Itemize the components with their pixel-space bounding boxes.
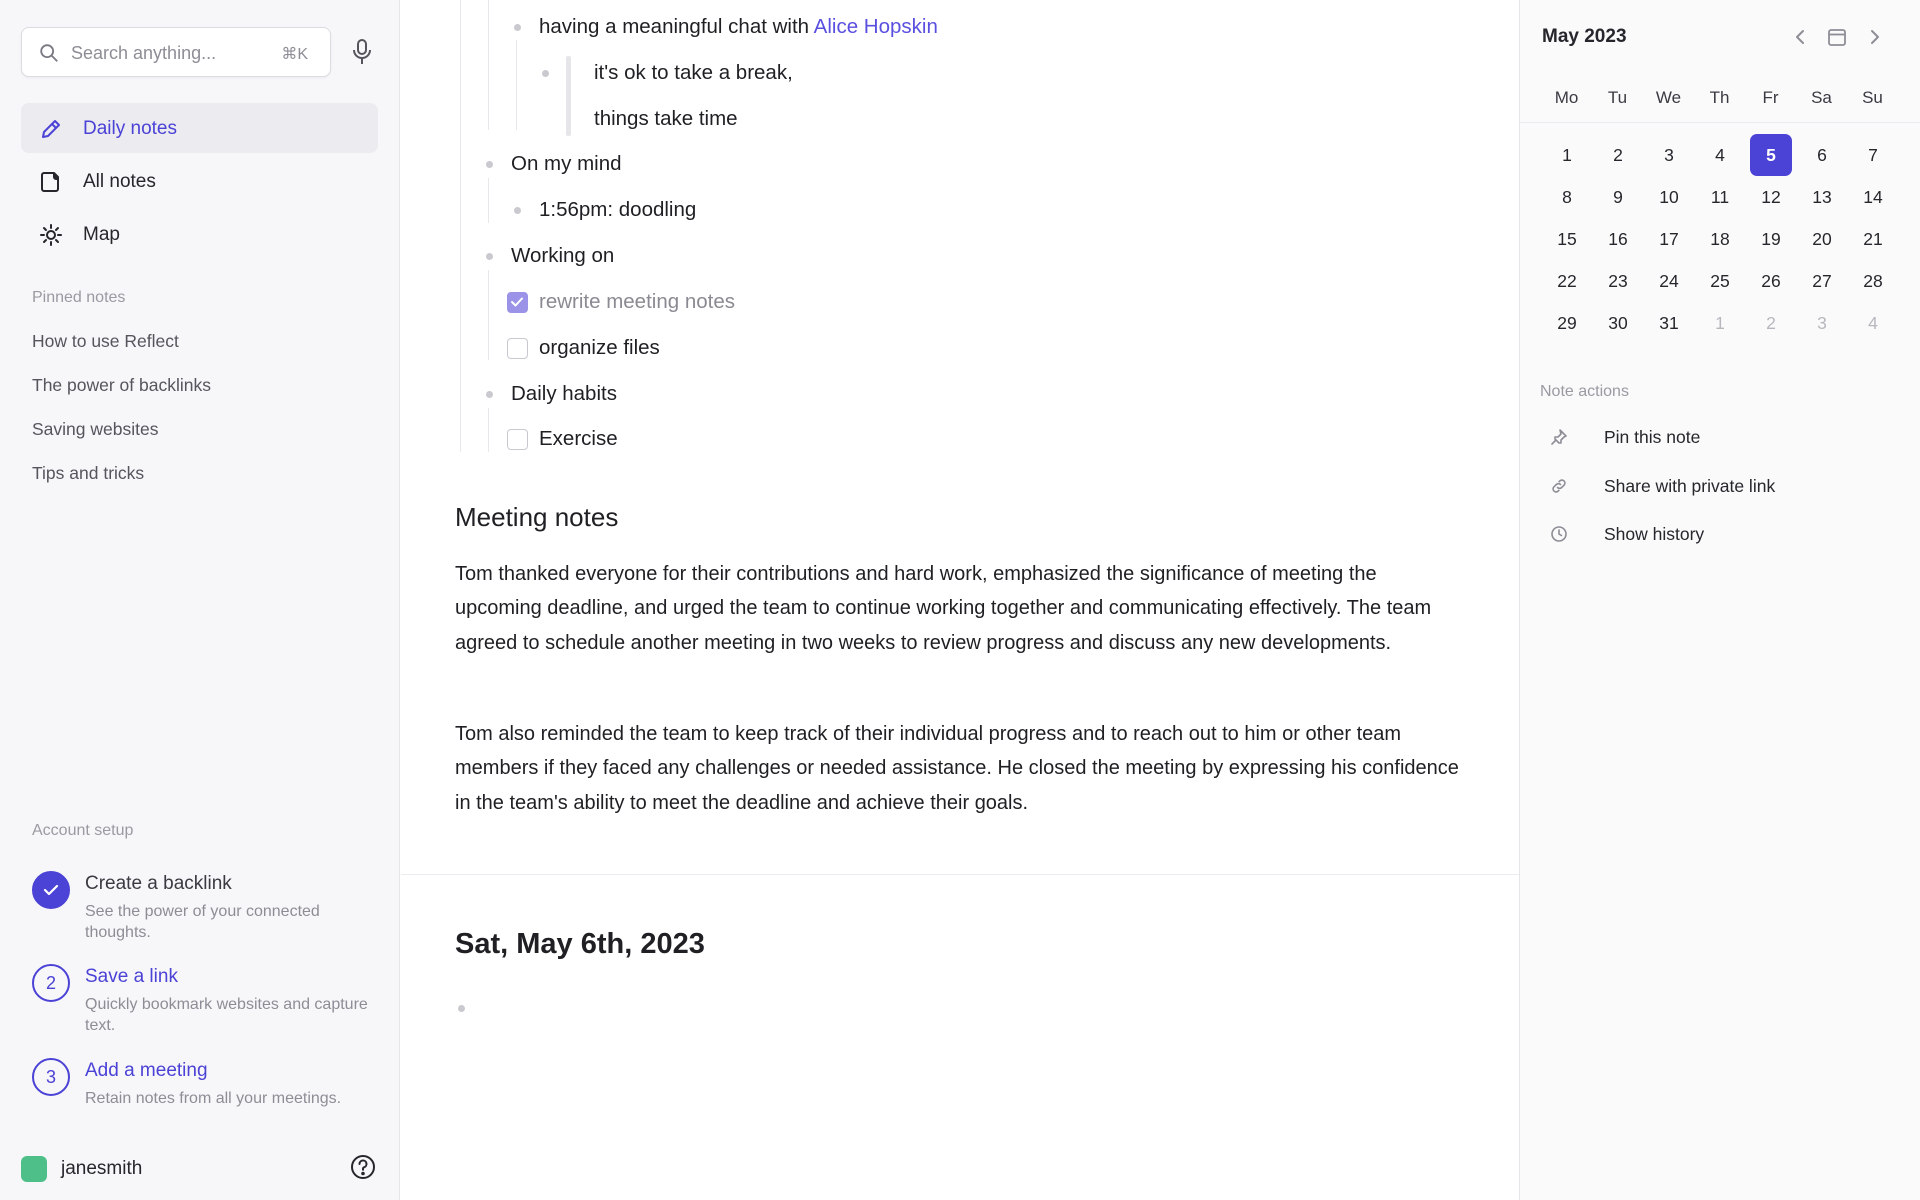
- calendar-day[interactable]: 11: [1710, 187, 1730, 207]
- nav-label: Map: [83, 224, 120, 245]
- outline-text: having a meaningful chat with: [539, 15, 814, 38]
- paragraph[interactable]: Tom also reminded the team to keep track of their individual progress and to reach out to him or other team members if they faced any challenges or needed assistance. He closed the meeting by expressing his confidence in the team's ability to meet the deadline and achieve their goals.: [455, 723, 1459, 814]
- pinned-note[interactable]: Saving websites: [32, 419, 159, 439]
- setup-description: Quickly bookmark websites and capture text.: [85, 996, 368, 1034]
- bullet-dot: [514, 207, 521, 214]
- bullet-dot: [514, 24, 521, 31]
- setup-title: Add a meeting: [85, 1060, 208, 1081]
- blockquote-bar: [566, 56, 571, 136]
- calendar-month-title: May 2023: [1542, 26, 1627, 47]
- pinned-note[interactable]: The power of backlinks: [32, 375, 211, 395]
- calendar-day-selected[interactable]: 5: [1750, 134, 1792, 176]
- pinned-note[interactable]: How to use Reflect: [32, 331, 179, 351]
- calendar-day[interactable]: 8: [1562, 187, 1572, 207]
- map-sparkle-icon: [39, 223, 63, 247]
- calendar-day[interactable]: 22: [1557, 271, 1577, 291]
- outline-guide: [488, 408, 489, 452]
- nav-label: Daily notes: [83, 118, 177, 139]
- calendar-day[interactable]: 9: [1613, 187, 1623, 207]
- action-label: Pin this note: [1604, 427, 1701, 447]
- note-actions-label: Note actions: [1540, 383, 1629, 400]
- chevron-right-icon[interactable]: [1863, 26, 1885, 48]
- step-number: 2: [32, 964, 70, 1002]
- calendar-day[interactable]: 26: [1761, 271, 1781, 291]
- day-divider: [401, 874, 1519, 875]
- outline-guide: [460, 0, 461, 452]
- paragraph[interactable]: Tom thanked everyone for their contributions and hard work, emphasized the significance of meeting the upcoming deadline, and urged the team to continue working together and communicating effectively. The team agreed to schedule another meeting in two weeks to review progress and discuss any new developments.: [455, 563, 1432, 654]
- weekday-header: Mo: [1554, 88, 1579, 107]
- outline-item[interactable]: Daily habits: [511, 382, 617, 405]
- pencil-icon: [39, 117, 63, 141]
- bullet-dot: [486, 253, 493, 260]
- calendar-day[interactable]: 6: [1817, 145, 1827, 165]
- task-checkbox[interactable]: [507, 292, 528, 313]
- date-heading[interactable]: Sat, May 6th, 2023: [455, 928, 705, 960]
- show-history-button[interactable]: [1550, 520, 1890, 550]
- note-icon: [39, 170, 63, 194]
- calendar-day[interactable]: 23: [1608, 271, 1628, 291]
- calendar-day[interactable]: 14: [1863, 187, 1883, 207]
- setup-title: Create a backlink: [85, 873, 232, 894]
- clock-icon: [1550, 525, 1568, 543]
- outline-guide: [488, 178, 489, 223]
- setup-title: Save a link: [85, 966, 178, 987]
- chevron-left-icon[interactable]: [1790, 26, 1812, 48]
- calendar-day[interactable]: 30: [1608, 313, 1628, 333]
- avatar: [21, 1156, 47, 1182]
- task-label[interactable]: Exercise: [539, 427, 618, 450]
- calendar-day[interactable]: 20: [1812, 229, 1832, 249]
- action-label: Show history: [1604, 524, 1705, 544]
- calendar-day[interactable]: 19: [1761, 229, 1781, 249]
- link-icon: [1550, 477, 1568, 495]
- section-heading[interactable]: Meeting notes: [455, 502, 619, 532]
- calendar-day[interactable]: 29: [1557, 313, 1577, 333]
- calendar-day[interactable]: 12: [1761, 187, 1781, 207]
- note-editor[interactable]: [401, 0, 1519, 1200]
- weekday-header: Fr: [1762, 88, 1779, 107]
- task-label[interactable]: organize files: [539, 336, 660, 359]
- step-number: 3: [32, 1058, 70, 1096]
- outline-item[interactable]: On my mind: [511, 152, 622, 175]
- task-checkbox[interactable]: [507, 338, 528, 359]
- calendar-day-next-month[interactable]: 3: [1817, 313, 1827, 333]
- outline-item[interactable]: [539, 15, 938, 39]
- calendar-day[interactable]: 24: [1659, 271, 1679, 291]
- user-menu[interactable]: [21, 1154, 378, 1184]
- weekday-header: Tu: [1607, 88, 1628, 107]
- calendar-day[interactable]: 3: [1664, 145, 1674, 165]
- search-placeholder: Search anything...: [71, 43, 217, 63]
- bullet-dot: [486, 391, 493, 398]
- calendar-day[interactable]: 17: [1659, 229, 1679, 249]
- share-link-button[interactable]: [1550, 472, 1890, 502]
- calendar-day[interactable]: 4: [1715, 145, 1725, 165]
- task-label[interactable]: rewrite meeting notes: [539, 290, 735, 313]
- calendar-day[interactable]: 21: [1863, 229, 1883, 249]
- calendar-day[interactable]: 18: [1710, 229, 1730, 249]
- weekday-header: Th: [1709, 88, 1730, 107]
- sidebar: [0, 0, 400, 1200]
- outline-guide: [516, 40, 517, 130]
- pin-icon: [1550, 428, 1568, 446]
- username: janesmith: [61, 1158, 143, 1179]
- calendar-day[interactable]: 1: [1562, 145, 1572, 165]
- calendar-day[interactable]: 25: [1710, 271, 1730, 291]
- search-shortcut: ⌘K: [281, 46, 308, 63]
- weekday-header: We: [1655, 88, 1682, 107]
- nav-label: All notes: [83, 171, 156, 192]
- search-input[interactable]: [21, 27, 331, 77]
- pin-note-button[interactable]: [1550, 423, 1890, 453]
- bullet-dot: [542, 70, 549, 77]
- setup-description: See the power of your connected thoughts.: [85, 903, 320, 941]
- search-icon: [38, 42, 60, 64]
- weekday-header: Su: [1862, 88, 1883, 107]
- calendar-day[interactable]: 13: [1812, 187, 1832, 207]
- calendar-day-next-month[interactable]: 1: [1715, 313, 1725, 333]
- weekday-header: Sa: [1811, 88, 1832, 107]
- setup-description: Retain notes from all your meetings.: [85, 1090, 342, 1107]
- pinned-notes-label: Pinned notes: [32, 289, 126, 306]
- calendar-separator: [1520, 122, 1920, 123]
- nav-all-notes[interactable]: [21, 156, 378, 206]
- calendar-day-next-month[interactable]: 2: [1766, 313, 1776, 333]
- calendar-day[interactable]: 28: [1863, 271, 1883, 291]
- outline-item[interactable]: Working on: [511, 244, 615, 267]
- pinned-note[interactable]: Tips and tricks: [32, 463, 145, 483]
- action-label: Share with private link: [1604, 476, 1776, 496]
- calendar-day[interactable]: 7: [1868, 145, 1878, 165]
- calendar-day[interactable]: 27: [1812, 271, 1832, 291]
- check-circle-icon: [32, 871, 70, 909]
- right-panel: [1519, 0, 1920, 1200]
- calendar-day[interactable]: 2: [1613, 145, 1623, 165]
- outline-guide: [488, 0, 489, 130]
- quote-line[interactable]: it's ok to take a break,: [594, 61, 793, 84]
- outline-guide: [488, 270, 489, 360]
- calendar-day-next-month[interactable]: 4: [1868, 313, 1878, 333]
- account-setup-label: Account setup: [32, 822, 134, 839]
- backlink[interactable]: Alice Hopskin: [813, 15, 938, 38]
- empty-bullet-dot[interactable]: [458, 1005, 465, 1012]
- microphone-icon[interactable]: [350, 38, 374, 66]
- calendar-day[interactable]: 16: [1608, 229, 1628, 249]
- help-icon[interactable]: [350, 1154, 376, 1180]
- task-checkbox[interactable]: [507, 429, 528, 450]
- calendar-today-icon[interactable]: [1826, 26, 1848, 48]
- outline-item[interactable]: 1:56pm: doodling: [539, 198, 697, 221]
- calendar-day[interactable]: 10: [1659, 187, 1679, 207]
- calendar-day[interactable]: 31: [1659, 313, 1679, 333]
- calendar-day[interactable]: 15: [1557, 229, 1577, 249]
- nav-map[interactable]: [21, 209, 378, 259]
- nav-daily-notes[interactable]: [21, 103, 378, 153]
- quote-line[interactable]: things take time: [594, 107, 738, 130]
- bullet-dot: [486, 161, 493, 168]
